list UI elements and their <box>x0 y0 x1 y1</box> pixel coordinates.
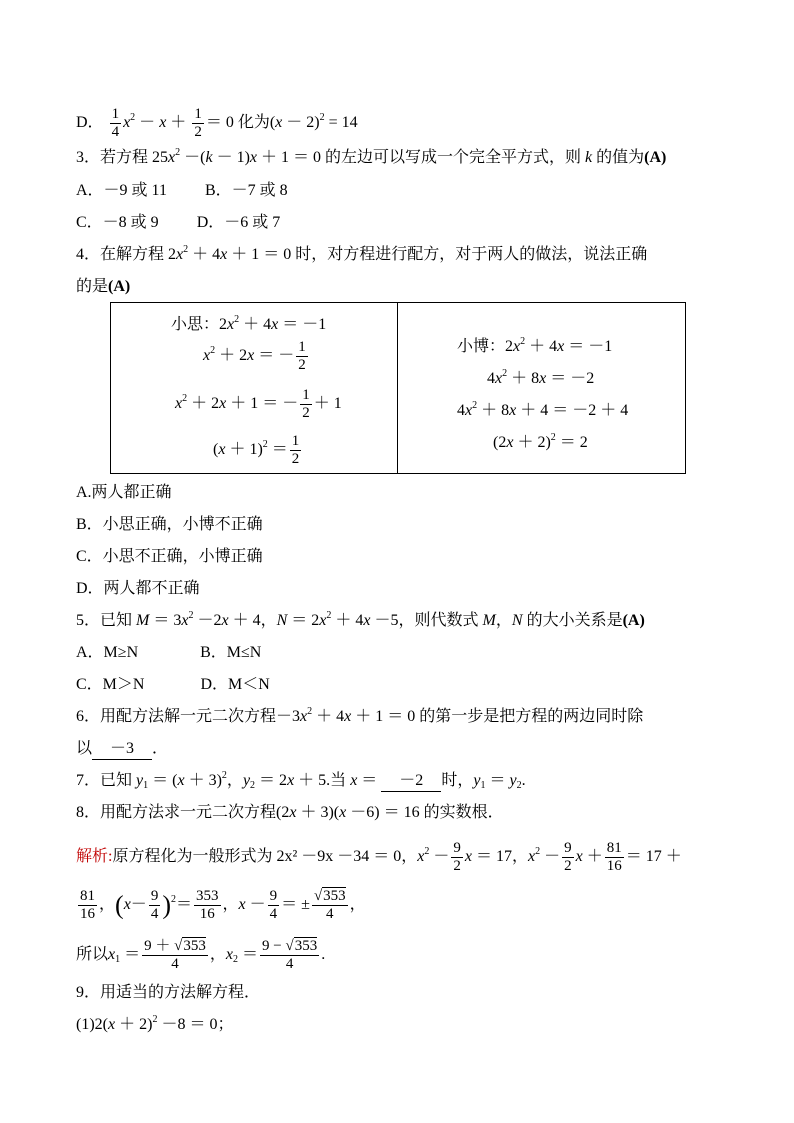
xiaobo-step4: $(2x + 2)^2 = 2$ <box>493 432 588 451</box>
q7-answer-blank: －2 <box>381 771 441 792</box>
q6-answer-blank: －3 <box>92 739 152 760</box>
xiaosi-step2: $x^2 + 2x$ ＝ － $\frac{1}{2}$ <box>203 339 306 373</box>
q4-question-line1: 4．在解方程 $2x^2 + 4x + 1 = 0$ 时，对方程进行配方，对于两人的做法，说法正确 <box>76 244 648 263</box>
q3-options-cd: C．－8 或 9 D．－6 或 7 <box>76 214 281 231</box>
xiaobo-step1: 小博：$2x^2 + 4x = -1$ <box>457 336 613 355</box>
q8-analysis-line2: $\frac{81}{16}$ ，(x－ $\frac{9}{4}$ )$^2$＝ $\frac{353}{16}$ ，x － $\frac{9}{4}$ ＝ ± $\frac{√353}{4}$ ， <box>80 888 366 922</box>
q8-question: 8．用配方法求一元二次方程(2x ＋ 3)(x －6) ＝ 16 的实数根． <box>76 804 504 821</box>
q5-options-cd: C．M＞N D．M＜N <box>76 676 270 693</box>
table-divider <box>397 303 398 473</box>
xiaosi-step4: $(x + 1)^2$ ＝ $\frac{1}{2}$ <box>213 433 300 467</box>
q8-analysis-line3: 所以$x_1$ ＝ $\frac{9 + √353}{4}$ ，$x_2$ ＝ $\frac{9 - √353}{4}$ . <box>76 938 326 972</box>
q8-analysis-line1: 解析:原方程化为一般形式为 2x² －9x －34 ＝ 0，$x^2$ － $\frac{9}{2}$ x ＝ 17，$x^2$ － $\frac{9}{2}$ x ＋ $\frac{81}{16}$ ＝ 17 ＋ <box>76 840 682 874</box>
xiaosi-step3: $x^2 + 2x + 1$ ＝ － $\frac{1}{2}$ ＋ 1 <box>175 387 342 421</box>
q4-option-c: C．小思不正确，小博正确 <box>76 548 263 565</box>
q3-options-ab: A．－9 或 11 B．－7 或 8 <box>76 182 288 199</box>
q7-question: 7．已知 $y_1 = (x + 3)^2$，$y_2 = 2x + 5$.当 x ＝ －2 时，$y_1 = y_2$. <box>76 770 526 791</box>
xiaosi-step1: 小思：$2x^2 + 4x = -1$ <box>171 314 327 333</box>
q2-option-d: D． $\frac{1}{4}$ $x^2 - x$ ＋ $\frac{1}{2}$ ＝ 0 化为$(x - 2)^2 = 14$ <box>76 106 358 140</box>
q5-options-ab: A．M≥N B．M≤N <box>76 644 262 661</box>
xiaobo-step2: $4x^2 + 8x = -2$ <box>487 368 595 387</box>
q4-question-line2: 的是(A) <box>76 278 131 295</box>
q9-question: 9．用适当的方法解方程． <box>76 984 261 1001</box>
q5-question: 5．已知 $M = 3x^2 -2x + 4$，$N = 2x^2 + 4x -5$，则代数式 M，N 的大小关系是(A) <box>76 610 645 629</box>
xiaobo-step3: $4x^2 + 8x + 4 = -2 + 4$ <box>457 400 629 419</box>
q3-question: 3．若方程 $25x^2 -(k - 1)x + 1 = 0$ 的左边可以写成一个完全平方式，则 k 的值为(A) <box>76 147 667 166</box>
q6-question-line2: 以 －3 ． <box>76 739 168 760</box>
q4-option-b: B．小思正确，小博不正确 <box>76 516 263 533</box>
q9-sub1: $(1)2(x + 2)^2 -8 = 0$； <box>76 1014 234 1033</box>
q4-option-d: D．两人都不正确 <box>76 580 200 597</box>
q4-solution-table <box>110 302 686 474</box>
q4-option-a: A.两人都正确 <box>76 484 172 501</box>
q6-question-line1: 6．用配方法解一元二次方程$-3x^2 + 4x + 1 = 0$ 的第一步是把方程的两边同时除 <box>76 706 644 725</box>
